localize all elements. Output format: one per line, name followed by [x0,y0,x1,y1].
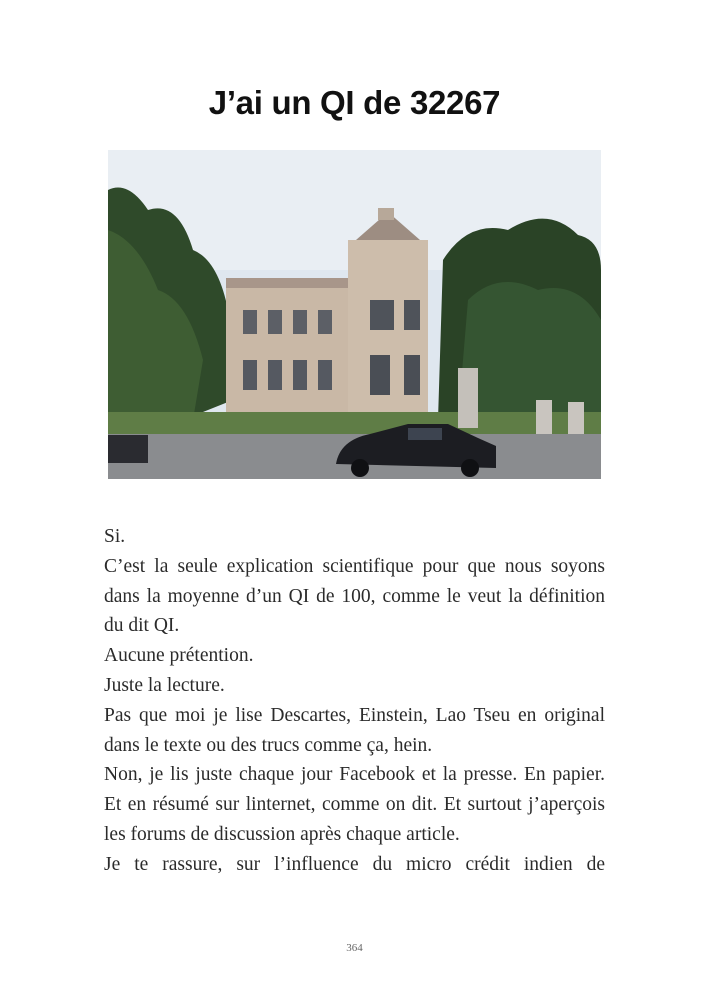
paragraph: Si. [104,526,126,547]
article-body [104,522,605,880]
paragraph: Juste la lecture. [104,674,225,696]
paragraph: C’est la seule explication scientifique pour que nous soyons dans la moyenne d’un QI de 100, comme le veut la définition du dit QI. [104,555,605,637]
paragraph: Je te rassure, sur l’influence du micro crédit indien de [104,853,605,875]
page-number: 364 [346,942,363,954]
paragraph: Aucune prétention. [104,645,254,667]
building-photo [108,150,601,479]
paragraph: Non, je lis juste chaque jour Facebook et la presse. En papier. Et en résumé sur linternet, comme on dit. Et surtout j’aperçois les forums de discussion après chaque article. [104,764,605,845]
page-title: J’ai un QI de 32267 [208,84,501,121]
paragraph: Pas que moi je lise Descartes, Einstein, Lao Tseu en original dans le texte ou des trucs comme ça, hein. [104,704,605,756]
